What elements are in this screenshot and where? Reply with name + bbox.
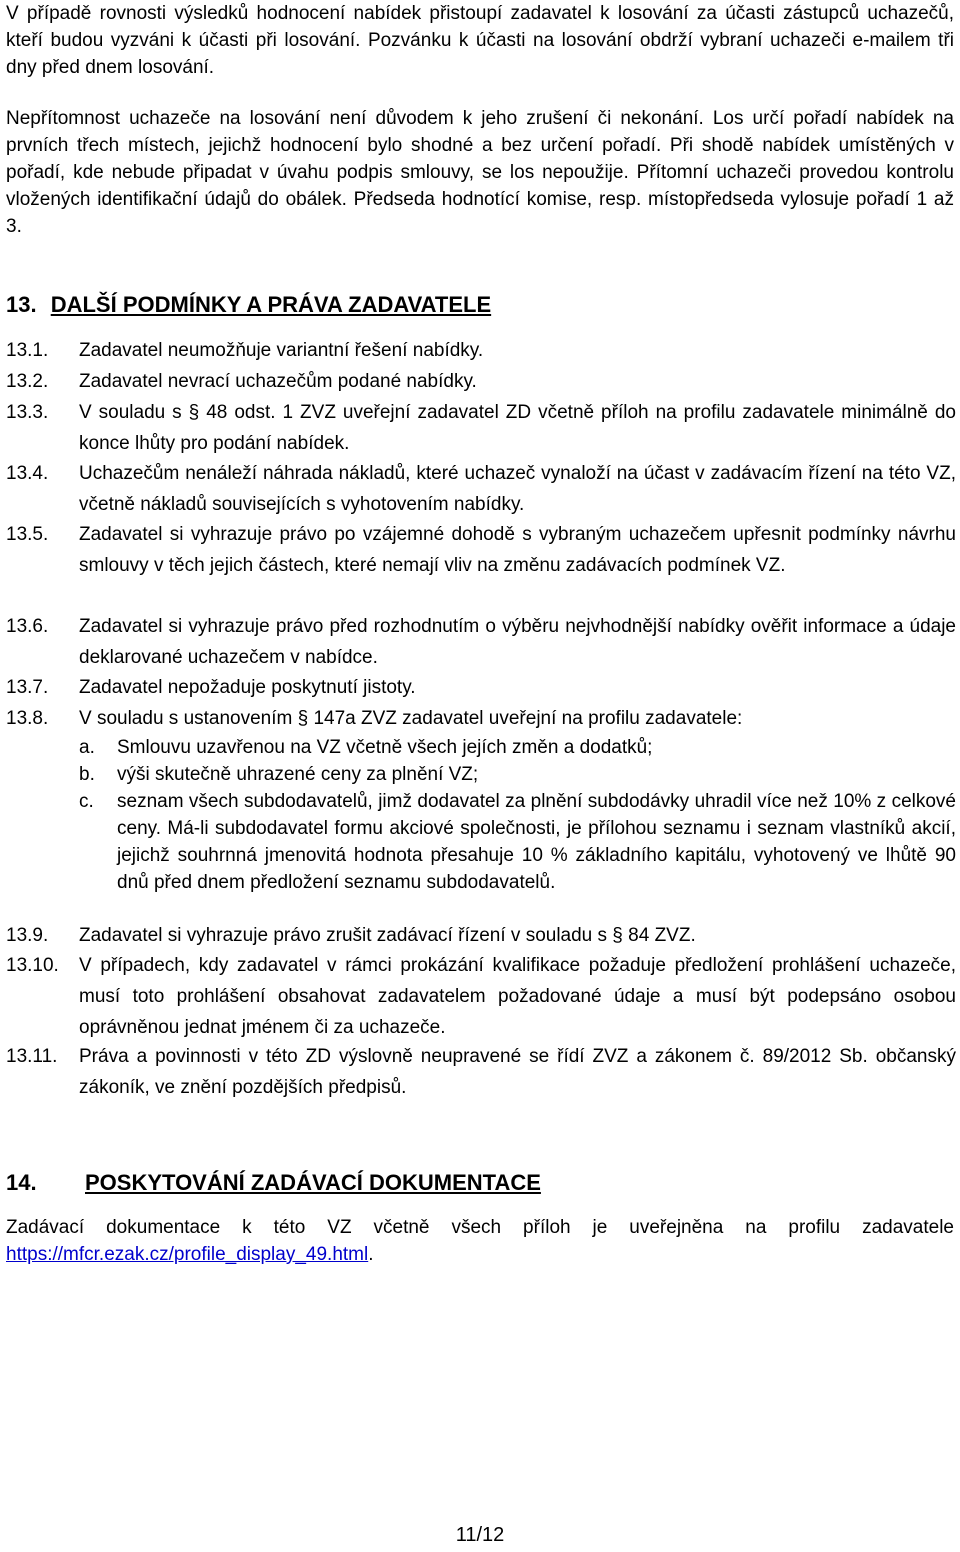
item-text: Zadavatel nevrací uchazečům podané nabídky. <box>79 371 477 392</box>
section-14-paragraph <box>6 1214 954 1268</box>
sub-item-text: Smlouvu uzavřenou na VZ včetně všech jejích změn a dodatků; <box>117 737 653 758</box>
section-14-title: POSKYTOVÁNÍ ZADÁVACÍ DOKUMENTACE <box>85 1170 541 1195</box>
item-number: 13.3. <box>6 402 49 423</box>
item-text: Zadavatel si vyhrazuje právo zrušit zadávací řízení v souladu s § 84 ZVZ. <box>79 925 696 946</box>
section-14-text: Zadávací dokumentace k této VZ včetně všech příloh je uveřejněna na profilu zadavatele <box>6 1217 954 1238</box>
section-13-title: DALŠÍ PODMÍNKY A PRÁVA ZADAVATELE <box>50 292 492 317</box>
item-number: 13.4. <box>6 463 49 484</box>
item-text: V souladu s ustanovením § 147a ZVZ zadavatel uveřejní na profilu zadavatele: <box>79 708 743 729</box>
section-13-heading <box>6 290 491 320</box>
page-number: 11/12 <box>455 1524 505 1546</box>
item-text: Zadavatel si vyhrazuje právo po vzájemné dohodě s vybraným uchazečem upřesnit podmínky návrhu smlouvy v těch jejich částech, které nemají vliv na změnu zadávacích podmínek VZ. <box>79 524 956 576</box>
item-number: 13.6. <box>6 616 49 637</box>
item-text: Práva a povinnosti v této ZD výslovně neupravené se řídí ZVZ a zákonem č. 89/2012 Sb. občanský zákoník, ve znění pozdějších předpisů. <box>79 1046 956 1098</box>
sub-item-letter: c. <box>79 791 94 812</box>
sub-item-letter: a. <box>79 737 95 758</box>
intro-paragraph-1: V případě rovnosti výsledků hodnocení nabídek přistoupí zadavatel k losování za účasti zástupců uchazečů, kteří budou vyzváni k účasti při losování. Pozvánku k účasti na losování obdrží vybraní uchazeči e-mailem tři dny před dnem losování. <box>6 3 954 78</box>
link-period: . <box>368 1244 374 1265</box>
item-number: 13.7. <box>6 677 49 698</box>
sub-item-text: výši skutečně uhrazené ceny za plnění VZ; <box>117 764 479 785</box>
item-number: 13.5. <box>6 524 49 545</box>
item-text: Zadavatel si vyhrazuje právo před rozhodnutím o výběru nejvhodnější nabídky ověřit informace a údaje deklarované uchazečem v nabídce. <box>79 616 956 668</box>
section-14-number: 14. <box>6 1170 37 1195</box>
section-14-heading <box>6 1168 541 1198</box>
item-text: Zadavatel neumožňuje variantní řešení nabídky. <box>79 340 484 361</box>
item-number: 13.1. <box>6 340 49 361</box>
item-number: 13.9. <box>6 925 49 946</box>
intro-paragraph-2: Nepřítomnost uchazeče na losování není důvodem k jeho zrušení či nekonání. Los určí pořadí nabídek na prvních třech místech, jejichž hodnocení bylo shodné a bez určení pořadí. Při shodě nabídek umístěných v pořadí, kde nebude připadat v úvahu podpis smlouvy, se los nepoužije. Přítomní uchazeči provedou kontrolu vložených identifikační údajů do obálek. Předseda hodnotící komise, resp. místopředseda vylosuje pořadí 1 až 3. <box>6 108 954 237</box>
section-13-number: 13. <box>6 292 37 317</box>
sub-item-text: seznam všech subdodavatelů, jimž dodavatel za plnění subdodávky uhradil více než 10% z celkové ceny. Má-li subdodavatel formu akciové společnosti, je přílohou seznamu i seznam vlastníků akcií, jejichž souhrnná jmenovitá hodnota přesahuje 10 % základního kapitálu, vyhotovený ve lhůtě 90 dnů před dnem předložení seznamu subdodavatelů. <box>117 791 956 893</box>
item-number: 13.11. <box>6 1046 58 1067</box>
item-number: 13.8. <box>6 708 49 729</box>
item-text: Zadavatel nepožaduje poskytnutí jistoty. <box>79 677 416 698</box>
item-text: V případech, kdy zadavatel v rámci prokázání kvalifikace požaduje předložení prohlášení uchazeče, musí toto prohlášení obsahovat zadavatelem požadované údaje a musí být podepsáno osobou oprávněnou jednat jménem či za uchazeče. <box>79 955 956 1038</box>
item-number: 13.2. <box>6 371 49 392</box>
sub-item-letter: b. <box>79 764 95 785</box>
item-text: V souladu s § 48 odst. 1 ZVZ uveřejní zadavatel ZD včetně příloh na profilu zadavatele minimálně do konce lhůty pro podání nabídek. <box>79 402 956 454</box>
profile-link[interactable]: https://mfcr.ezak.cz/profile_display_49.html <box>6 1244 369 1265</box>
item-text: Uchazečům nenáleží náhrada nákladů, které uchazeč vynaloží na účast v zadávacím řízení na této VZ, včetně nákladů souvisejících s vyhotovením nabídky. <box>79 463 956 515</box>
item-number: 13.10. <box>6 955 59 976</box>
